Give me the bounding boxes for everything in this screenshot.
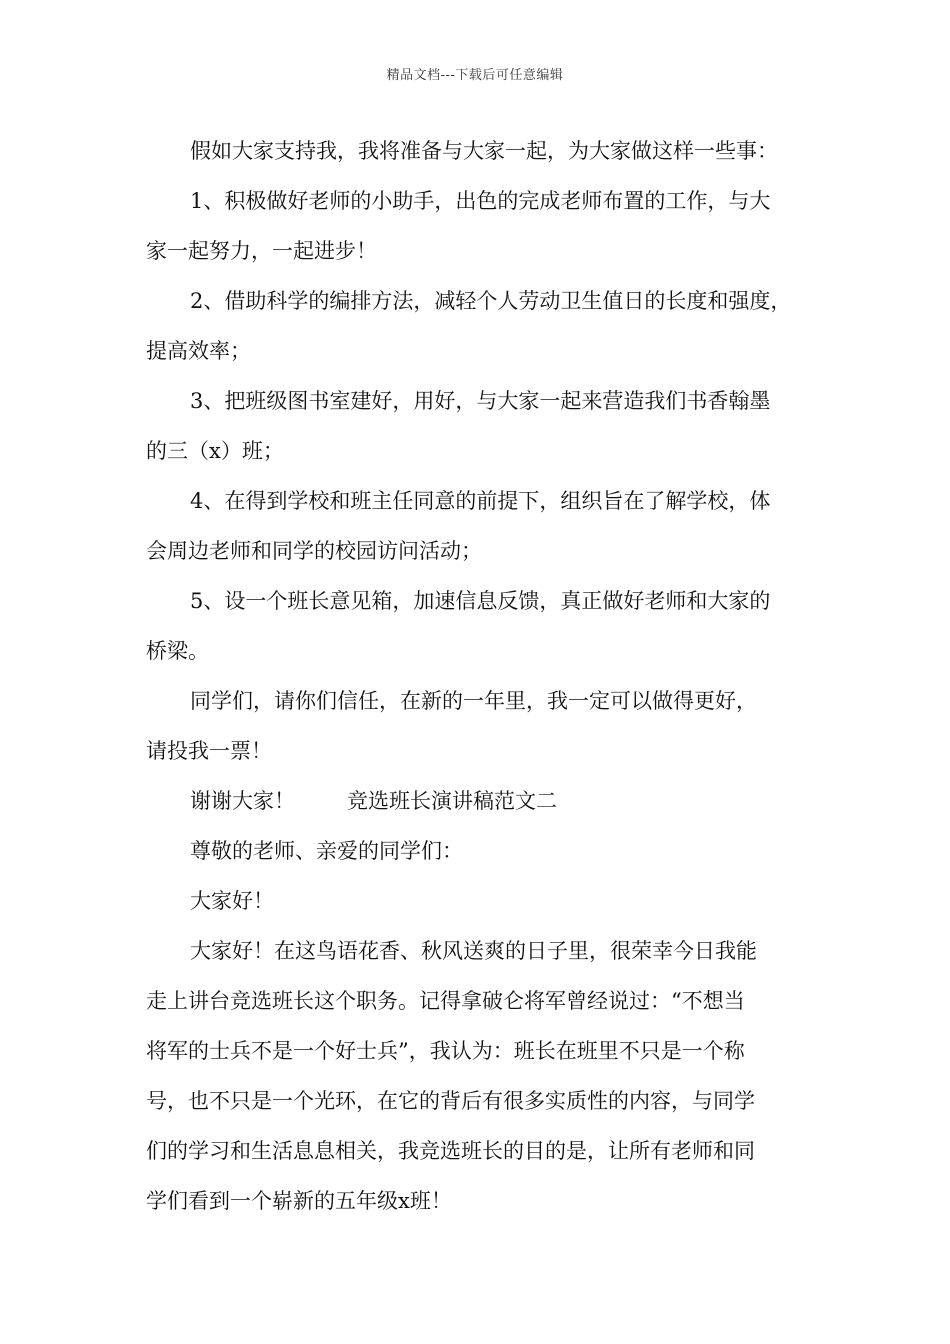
text-line: 同学们，请你们信任，在新的一年里，我一定可以做得更好， (190, 689, 757, 713)
text-line: 走上讲台竞选班长这个职务。记得拿破仑将军曾经说过：“不想当 (146, 989, 745, 1013)
text-line: 4、在得到学校和班主任同意的前提下，组织旨在了解学校，体 (190, 489, 771, 513)
paragraph-block-1 (146, 126, 826, 776)
text-line: 桥梁。 (146, 639, 209, 663)
text-line: 尊敬的老师、亲爱的同学们： (190, 839, 463, 863)
text-line: 的三（x）班； (146, 439, 284, 463)
text-line: 提高效率； (146, 339, 251, 363)
text-line: 3、把班级图书室建好，用好，与大家一起来营造我们书香翰墨 (190, 389, 771, 413)
text-line: 将军的士兵不是一个好士兵”，我认为：班长在班里不只是一个称 (146, 1039, 745, 1063)
text-line: 假如大家支持我，我将准备与大家一起，为大家做这样一些事： (190, 139, 778, 163)
text-line: 会周边老师和同学的校园访问活动； (146, 539, 482, 563)
text-line: 大家好！ (190, 889, 274, 913)
text-line: 学们看到一个崭新的五年级x班！ (146, 1189, 452, 1213)
text-line: 请投我一票！ (146, 739, 272, 763)
text-line: 1、积极做好老师的小助手，出色的完成老师布置的工作，与大 (190, 189, 771, 213)
text-line: 2、借助科学的编排方法，减轻个人劳动卫生值日的长度和强度， (190, 289, 792, 313)
text-line: 大家好！在这鸟语花香、秋风送爽的日子里，很荣幸今日我能 (190, 939, 757, 963)
text-line: 5、设一个班长意见箱，加速信息反馈，真正做好老师和大家的 (190, 589, 771, 613)
paragraph-block-2 (146, 826, 826, 1226)
page-header: 精品文档---下载后可任意编辑 (386, 68, 564, 83)
document-body (146, 126, 826, 1226)
thanks-and-title-line (146, 776, 826, 826)
text-line: 号，也不只是一个光环，在它的背后有很多实质性的内容，与同学 (146, 1089, 755, 1113)
speech-title: 竞选班长演讲稿范文二 (347, 789, 557, 813)
text-line: 家一起努力，一起进步！ (146, 239, 377, 263)
text-line: 们的学习和生活息息相关，我竞选班长的目的是，让所有老师和同 (146, 1139, 755, 1163)
thanks-text: 谢谢大家！ (190, 789, 295, 813)
